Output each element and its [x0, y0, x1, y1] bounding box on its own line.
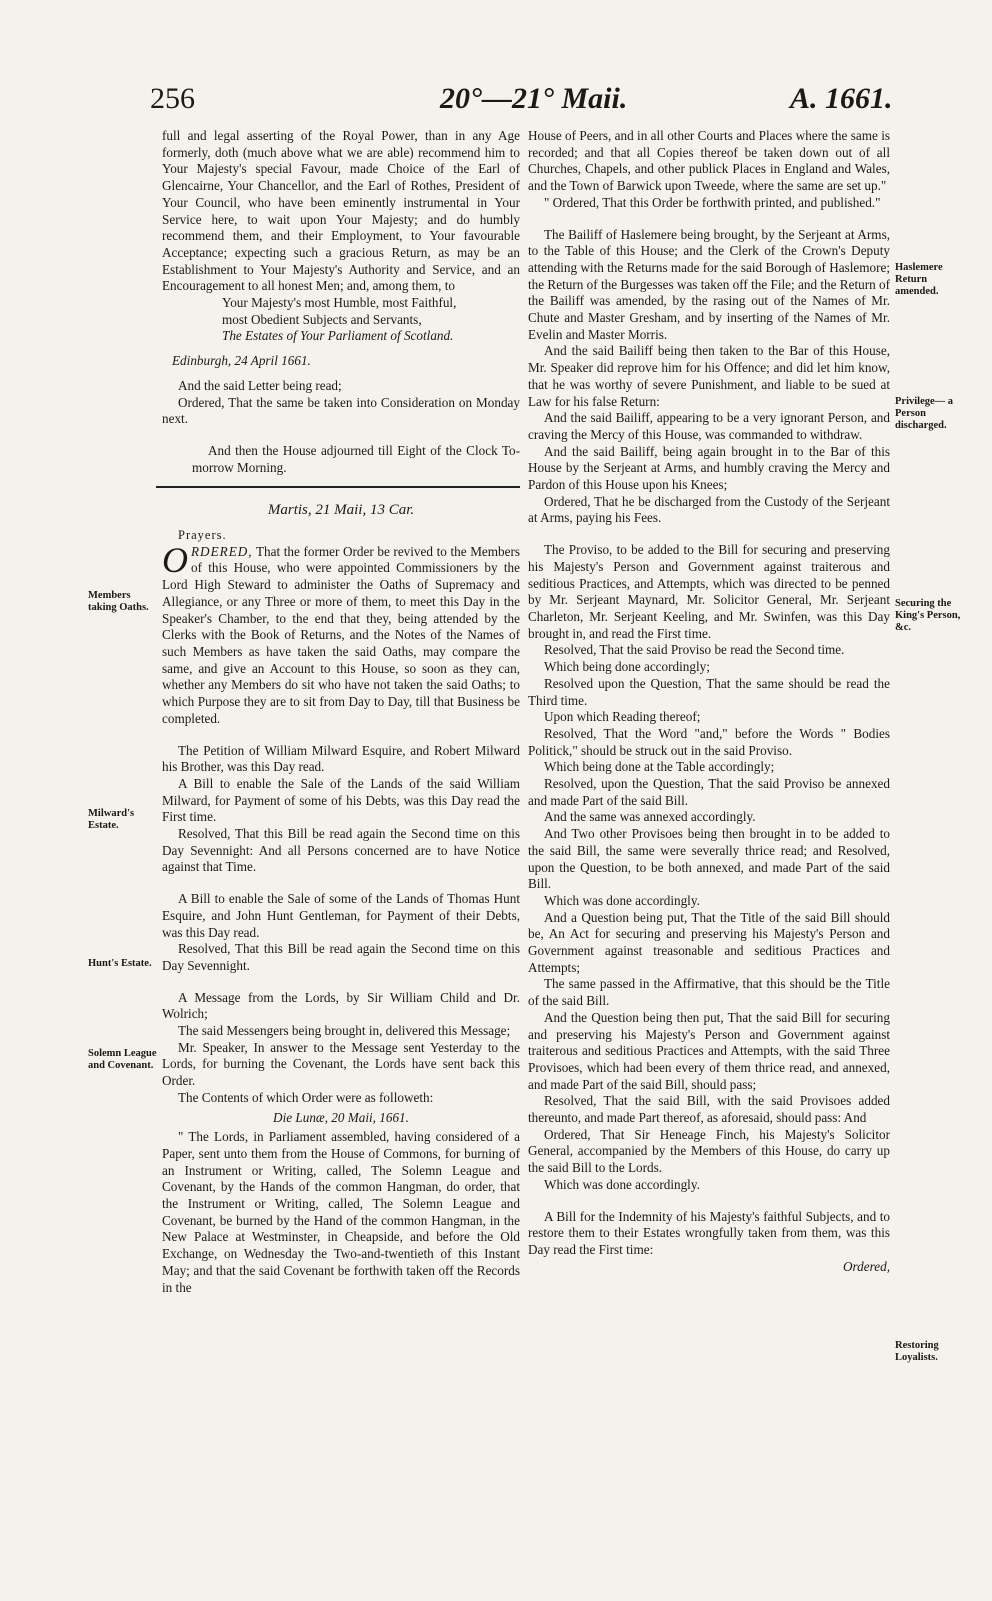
paragraph: The Contents of which Order were as followeth:	[178, 1089, 434, 1105]
paragraph: The Petition of William Milward Esquire, and Robert Milward his Brother, was this Day read.	[162, 742, 520, 775]
catchword: Ordered,	[843, 1258, 890, 1274]
paragraph: And a Question being put, That the Title of the said Bill should be, An Act for securing and preserving his Majesty's Person and Government against treasonable and seditious Practices and Attempts;	[528, 909, 890, 975]
signature-line: most Obedient Subjects and Servants,	[222, 311, 422, 327]
running-year: A. 1661.	[790, 82, 893, 115]
oaths-text: That the former Order be revived to the Members of this House, who were appointed Commissioners by the Lord High Steward to administer the Oaths of Supremacy and Allegiance, or any Three or more of them, to meet this Day in the Speaker's Chamber, to the end that they, being attended by the Clerks with the Book of Returns, and the Notes of the Names of such Members as have taken the said Oaths, may compare the same, and give an Account to this House, so soon as they can, whether any Members do sit who have not taken the said Oaths; to which Purpose they are to sit from Day to Day, till that Business be completed.	[162, 543, 521, 726]
paragraph: Which being done accordingly;	[544, 659, 710, 675]
paragraph: And Two other Provisoes being then brought in to be added to the said Bill, the same were severally thrice read; and Resolved, upon the Question, to be both annexed, and made Part of the said Bill.	[528, 826, 890, 892]
paragraph: Ordered, That he be discharged from the Custody of the Serjeant at Arms, paying his Fees.	[528, 493, 890, 526]
prayers-heading: Prayers.	[178, 528, 227, 543]
right-column	[528, 128, 890, 1275]
margin-note-haslemere: Haslemere Return amended.	[895, 262, 943, 297]
left-column	[162, 128, 520, 1296]
paragraph: The same passed in the Affirmative, that this should be the Title of the said Bill.	[528, 976, 890, 1009]
paragraph: A Bill for the Indemnity of his Majesty's faithful Subjects, and to restore them to their Estates wrongfully taken from them, was this Day read the First time:	[528, 1208, 890, 1257]
paragraph: Which being done at the Table accordingly;	[544, 759, 775, 775]
paragraph: The Proviso, to be added to the Bill for securing and preserving his Majesty's Person and Government against traiterous and seditious Practices, and Attempts, which was directed to be penned by Mr. Serjeant Maynard, Mr. Solicitor General, Mr. Serjeant Charleton, Mr. Serjeant Keeling, and Mr. Swinfen, was this Day brought in, and read the First time.	[528, 542, 890, 641]
section-divider	[156, 486, 520, 488]
page-header	[0, 82, 992, 132]
paragraph: A Message from the Lords, by Sir William Child and Dr. Wolrich;	[162, 989, 520, 1022]
signature-line: The Estates of Your Parliament of Scotland.	[222, 328, 454, 344]
paragraph: Resolved, That this Bill be read again the Second time on this Day Sevennight.	[162, 941, 520, 973]
paragraph: A Bill to enable the Sale of some of the Lands of Thomas Hunt Esquire, and John Hunt Gentleman, for Payment of their Debts, was this Day read.	[162, 891, 520, 940]
paragraph: And the said Bailiff, being again brought in to the Bar of this House by the Serjeant at Arms, and humbly craving the Mercy and Pardon of this House upon his Knees;	[528, 443, 890, 493]
paragraph: A Bill to enable the Sale of the Lands of the said William Milward, for Payment of some of his Debts, was this Day read the First time.	[162, 775, 520, 825]
paragraph: House of Peers, and in all other Courts and Places where the same is recorded; and that all Copies thereof be taken down out of all Churches, Chapels, and other publick Places in England and Wales, and the Town of Barwick upon Tweede, where the same are set up."	[528, 128, 890, 194]
paragraph: Which was done accordingly.	[544, 892, 700, 908]
paragraph: Upon which Reading thereof;	[544, 709, 701, 725]
paragraph: And the said Bailiff being then taken to the Bar of this House, Mr. Speaker did reprove him for his Offence; and did let him know, that he was worthy of severe Punishment, and liable to be sued at Law for his false Return:	[528, 343, 890, 409]
margin-note-solemn-league: Solemn League and Covenant.	[88, 1048, 157, 1071]
running-date: 20°—21° Maii.	[440, 82, 628, 115]
paragraph: Resolved, That the Word "and," before the Words " Bodies Politick," should be struck out in the said Proviso.	[528, 725, 890, 758]
first-word: RDERED,	[191, 543, 253, 559]
adjournment: And then the House adjourned till Eight of the Clock To-morrow Morning.	[192, 442, 520, 475]
paragraph: The Bailiff of Haslemere being brought, by the Serjeant at Arms, to the Table of this House; and the Clerk of the Crown's Deputy attending with the Returns made for the said Borough of Haslemore; the Return of the Burgesses was taken off the File; and the Return of the Bailiff was amended, by the rasing out of the Names of Mr. Chute and Master Gresham, and by inserting of the Names of Mr. Evelin and Master Morris.	[528, 226, 890, 342]
paragraph: Resolved upon the Question, That the same should be read the Third time.	[528, 675, 890, 708]
letter-paragraph: full and legal asserting of the Royal Power, than in any Age formerly, doth (much above what we are able) recommend him to Your Majesty's special Favour, made Choice of the Earl of Glencairne, Your Chancellor, and the Earl of Rothes, President of Your Council, who have been eminently instrumental in Your Service here, to wait upon Your Majesty; and do humbly recommend them, and their Employment, to Your favourable Acceptance; expecting such a gracious Return, as may be an Establishment to Your Majesty's Authority and Service, and an Encouragement to all honest Men; and, among them, to	[162, 128, 520, 294]
lords-order-date: Die Lunæ, 20 Maii, 1661.	[273, 1109, 409, 1125]
paragraph: Which was done accordingly.	[544, 1176, 700, 1192]
paragraph: " The Lords, in Parliament assembled, having considered of a Paper, sent unto them from the House of Commons, for burning of an Instrument or Writing, called, The Solemn League and Covenant, by the Hands of the common Hangman, do order, that the Instrument or Writing, called, The Solemn League and Covenant, be burned by the Hand of the common Hangman, in the New Palace at Westminster, in Cheapside, and before the Old Exchange, on Wednesday the Two-and-twentieth of this Instant May; and that the said Covenant be forthwith taken off the Records in the	[162, 1129, 520, 1295]
margin-note-restoring: Restoring Loyalists.	[895, 1340, 939, 1363]
paragraph: Resolved, That the said Proviso be read the Second time.	[544, 642, 845, 658]
paragraph: Mr. Speaker, In answer to the Message sent Yesterday to the Lords, for burning the Covenant, the Lords have sent back this Order.	[162, 1039, 520, 1089]
margin-note-privilege: Privilege— a Person discharged.	[895, 396, 954, 431]
oaths-paragraph	[162, 539, 521, 728]
paragraph: Ordered, That the same be taken into Consideration on Monday next.	[162, 394, 520, 427]
margin-note-hunt: Hunt's Estate.	[88, 958, 152, 969]
signature-line: Your Majesty's most Humble, most Faithful,	[222, 295, 457, 311]
paragraph: " Ordered, That this Order be forthwith printed, and published."	[544, 194, 881, 210]
page-number: 256	[150, 82, 195, 115]
paragraph: And the said Bailiff, appearing to be a very ignorant Person, and craving the Mercy of this House, was commanded to withdraw.	[528, 410, 890, 442]
paragraph: Resolved, That the said Bill, with the said Provisoes added thereunto, and made Part thereof, as aforesaid, should pass: And	[528, 1093, 890, 1126]
paragraph: Resolved, upon the Question, That the said Proviso be annexed and made Part of the said Bill.	[528, 776, 890, 808]
margin-note-milward: Milward's Estate.	[88, 808, 135, 831]
letter-date: Edinburgh, 24 April 1661.	[172, 353, 311, 369]
paragraph: Resolved, That this Bill be read again the Second time on this Day Sevennight: And all Persons concerned are to have Notice against that Time.	[162, 826, 520, 875]
sitting-title: Martis, 21 Maii, 13 Car.	[267, 502, 415, 519]
margin-note-members-oaths: Members taking Oaths.	[88, 590, 149, 613]
paragraph: And the same was annexed accordingly.	[544, 809, 756, 825]
drop-cap: O	[162, 539, 188, 580]
paragraph: And the Question being then put, That the said Bill for securing and preserving his Majesty's Person and Government against traiterous and seditious Practices and Attempts, with the said Three Provisoes, which had been every of them thrice read, and annexed, and made Part of the said Bill, should pass;	[528, 1009, 890, 1092]
paragraph: Ordered, That Sir Heneage Finch, his Majesty's Solicitor General, accompanied by the Members of this House, do carry up the said Bill to the Lords.	[528, 1126, 890, 1176]
paragraph: The said Messengers being brought in, delivered this Message;	[178, 1023, 511, 1039]
paragraph: And the said Letter being read;	[178, 377, 342, 393]
margin-note-securing: Securing the King's Person, &c.	[895, 598, 961, 633]
